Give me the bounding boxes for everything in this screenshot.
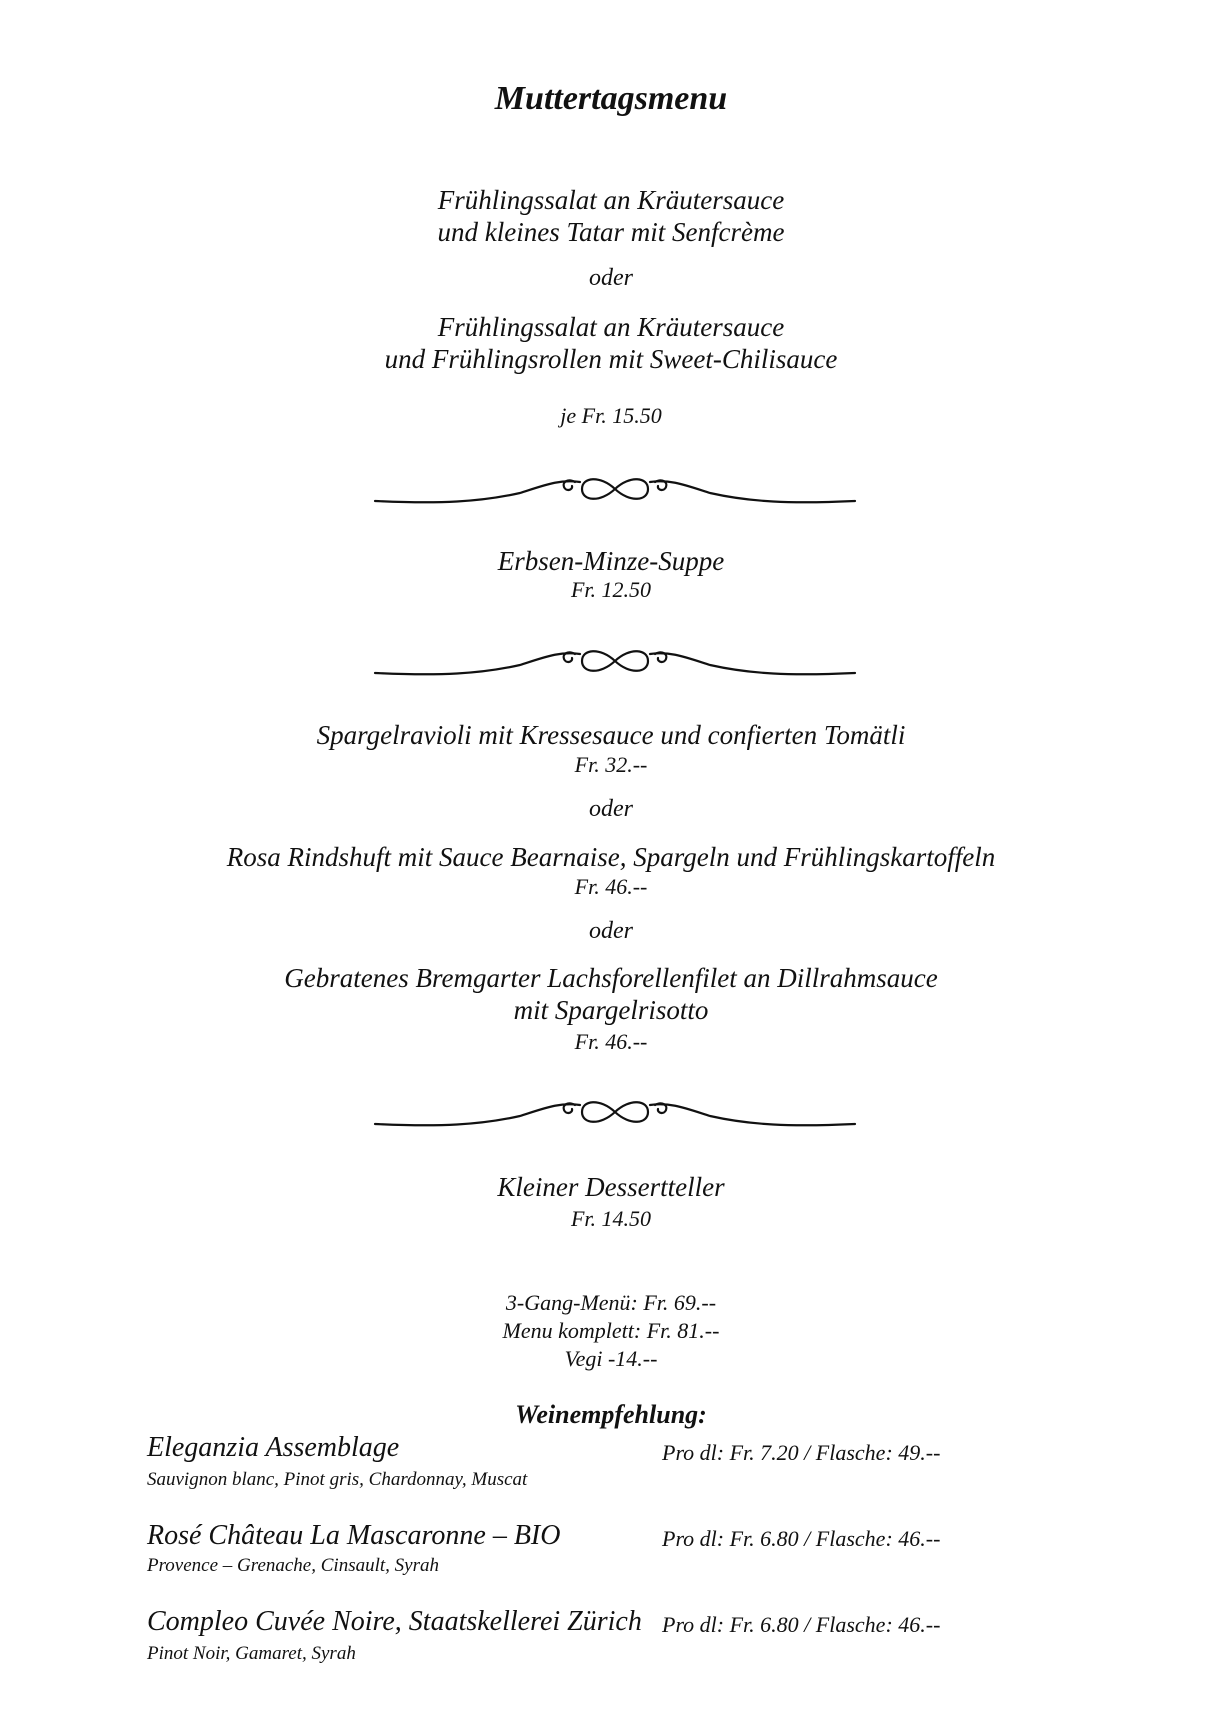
starter-price: je Fr. 15.50 <box>560 403 662 428</box>
wine-1-name: Eleganzia Assemblage <box>147 1432 400 1463</box>
flourish-divider-icon <box>370 637 860 687</box>
starter-option-2-line-1: Frühlingssalat an Kräutersauce <box>437 312 785 342</box>
wine-heading: Weinempfehlung: <box>515 1400 707 1429</box>
starter-option-1-line-2: und kleines Tatar mit Senfcrème <box>437 217 785 247</box>
flourish-divider-icon <box>370 1088 860 1138</box>
summary-vegi: Vegi -14.-- <box>564 1346 658 1371</box>
or-label: oder <box>589 796 633 822</box>
dessert-name: Kleiner Dessertteller <box>497 1172 725 1202</box>
wine-1-price: Pro dl: Fr. 7.20 / Flasche: 49.-- <box>662 1440 941 1465</box>
summary-three-course: 3-Gang-Menü: Fr. 69.-- <box>505 1290 717 1315</box>
main-1-price: Fr. 32.-- <box>574 752 648 777</box>
wine-3-grapes: Pinot Noir, Gamaret, Syrah <box>147 1643 356 1664</box>
summary-full-menu: Menu komplett: Fr. 81.-- <box>502 1318 720 1343</box>
starter-option-1-line-1: Frühlingssalat an Kräutersauce <box>437 185 785 215</box>
page-title: Muttertagsmenu <box>494 80 728 117</box>
soup-name: Erbsen-Minze-Suppe <box>497 546 725 576</box>
wine-2-grapes: Provence – Grenache, Cinsault, Syrah <box>147 1555 439 1576</box>
wine-2-name: Rosé Château La Mascaronne – BIO <box>147 1520 561 1551</box>
wine-1-grapes: Sauvignon blanc, Pinot gris, Chardonnay, Muscat <box>147 1469 528 1490</box>
main-2-price: Fr. 46.-- <box>574 874 648 899</box>
flourish-divider-icon <box>370 465 860 515</box>
main-2-name: Rosa Rindshuft mit Sauce Bearnaise, Spargeln und Frühlingskartoffeln <box>226 842 996 872</box>
or-label: oder <box>589 265 633 291</box>
starter-option-2-line-2: und Frühlingsrollen mit Sweet-Chilisauce <box>384 344 838 374</box>
or-label: oder <box>589 918 633 944</box>
main-3-name-line-1: Gebratenes Bremgarter Lachsforellenfilet an Dillrahmsauce <box>284 963 938 993</box>
main-3-price: Fr. 46.-- <box>574 1029 648 1054</box>
wine-3-name: Compleo Cuvée Noire, Staatskellerei Zürich <box>147 1606 642 1637</box>
wine-2-price: Pro dl: Fr. 6.80 / Flasche: 46.-- <box>662 1526 941 1551</box>
wine-3-price: Pro dl: Fr. 6.80 / Flasche: 46.-- <box>662 1612 941 1637</box>
main-3-name-line-2: mit Spargelrisotto <box>513 995 709 1025</box>
dessert-price: Fr. 14.50 <box>570 1206 652 1231</box>
soup-price: Fr. 12.50 <box>570 577 652 602</box>
main-1-name: Spargelravioli mit Kressesauce und confierten Tomätli <box>316 720 906 750</box>
